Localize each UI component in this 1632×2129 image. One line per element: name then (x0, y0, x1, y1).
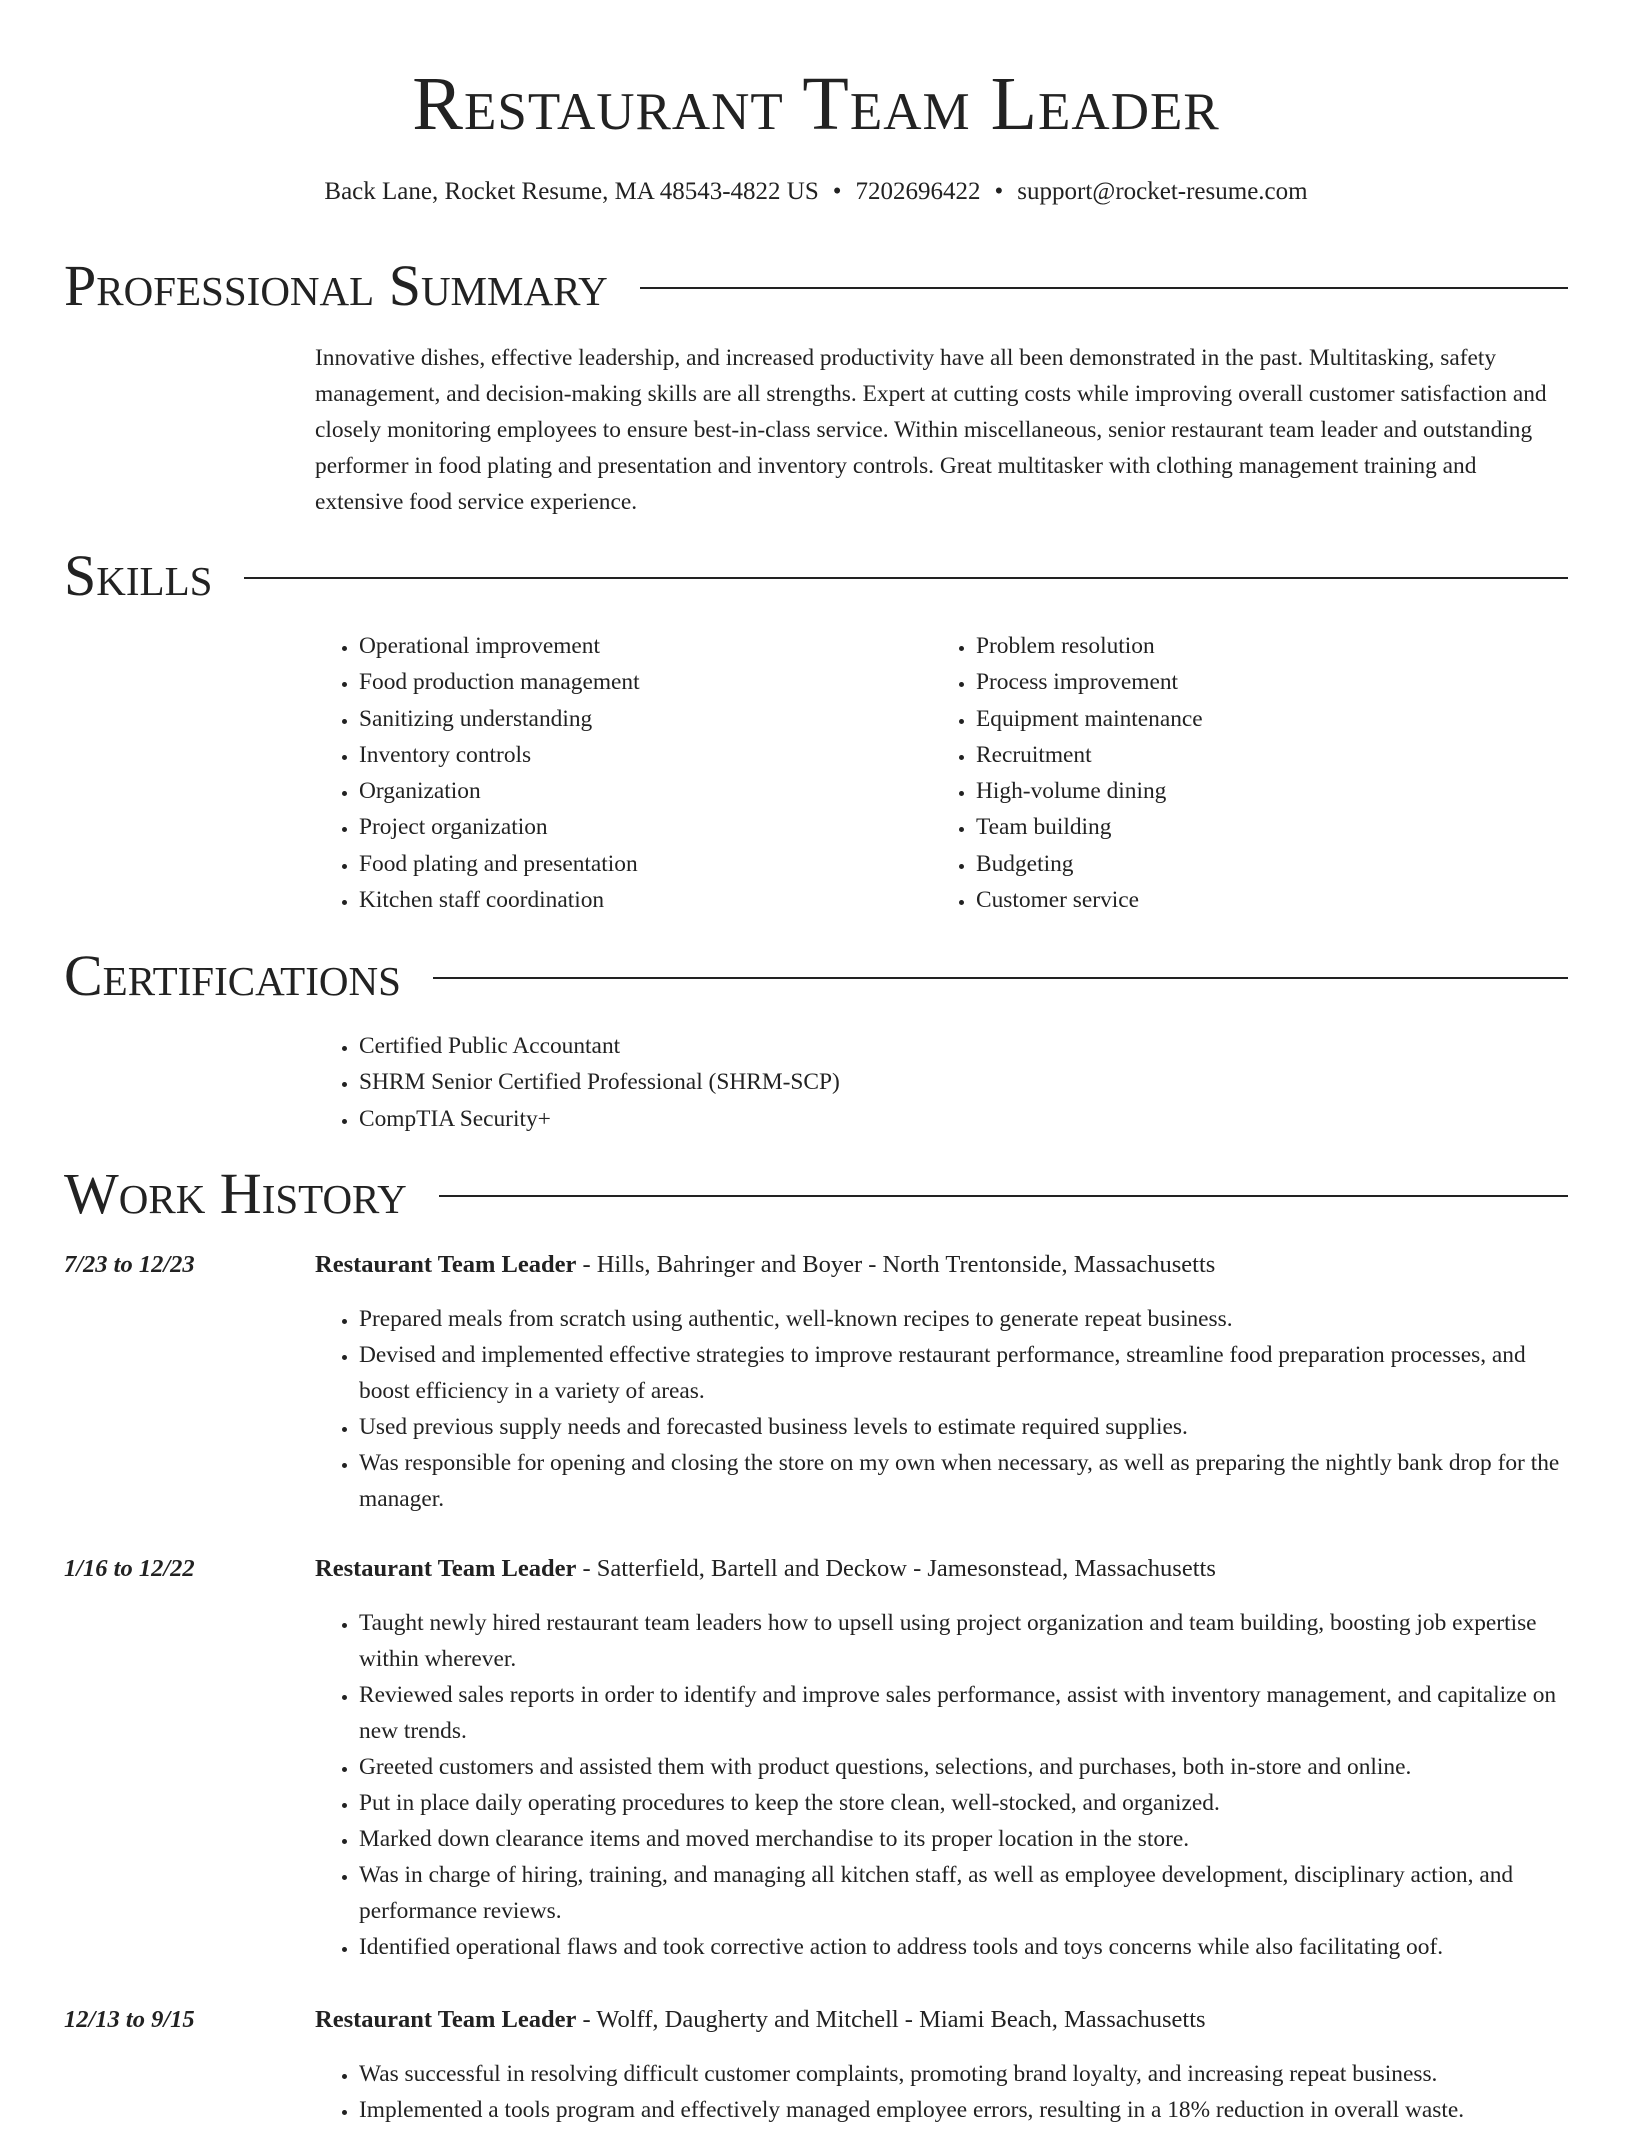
skills-column-right (932, 628, 1492, 918)
job-employer: - Satterfield, Bartell and Deckow - Jamesonstead, Massachusetts (576, 1555, 1216, 1582)
job-bullets (315, 2056, 1568, 2128)
job-dates: 1/16 to 12/22 (64, 1555, 195, 1582)
job-bullet: • Was successful in resolving difficult customer complaints, promoting brand loyalty, and increasing repeat business. (359, 2056, 1568, 2092)
job-bullet: • Identified operational flaws and took corrective action to address tools and toys concerns while also facilitating oof. (359, 1929, 1568, 1965)
job-title: Restaurant Team Leader (315, 1251, 577, 1278)
job-bullet: • Was in charge of hiring, training, and managing all kitchen staff, as well as employee development, disciplinary action, and performance reviews. (359, 1857, 1568, 1929)
skill-item: • Team building (976, 809, 1492, 845)
job-title: Restaurant Team Leader (315, 1555, 577, 1582)
skills-section-header (64, 543, 1568, 609)
job-header (64, 2002, 1568, 2038)
contact-phone: 7202696422 (855, 178, 981, 205)
section-divider (244, 577, 1568, 579)
certification-item: • SHRM Senior Certified Professional (SHRM-SCP) (359, 1064, 1115, 1100)
skill-item: • Project organization (359, 809, 875, 845)
job-bullet: • Taught newly hired restaurant team leaders how to upsell using project organization and team building, boosting job expertise within wherever. (359, 1605, 1568, 1677)
job-bullet: • Reviewed sales reports in order to identify and improve sales performance, assist with inventory management, and capitalize on new trends. (359, 1677, 1568, 1749)
skill-item: • Food plating and presentation (359, 846, 875, 882)
job-bullets (315, 1301, 1568, 1517)
skill-item: • Sanitizing understanding (359, 701, 875, 737)
contact-line (0, 174, 1632, 210)
job-bullet: • Marked down clearance items and moved merchandise to its proper location in the store. (359, 1821, 1568, 1857)
contact-address: Back Lane, Rocket Resume, MA 48543-4822 US (324, 178, 819, 205)
job-entry (64, 1551, 1568, 1965)
certification-item: • CompTIA Security+ (359, 1101, 1115, 1137)
job-bullet: • Devised and implemented effective strategies to improve restaurant performance, streamline food preparation processes, and boost efficiency in a variety of areas. (359, 1337, 1568, 1409)
summary-text: Innovative dishes, effective leadership, and increased productivity have all been demonstrated in the past. Multitasking, safety management, and decision-making skills are all strengths. Expert at cutting costs while improving overall customer satisfaction and closely monitoring employees to ensure best-in-class service. Within miscellaneous, senior restaurant team leader and outstanding performer in food plating and presentation and inventory controls. Great multitasker with clothing management training and extensive food service experience. (315, 345, 1547, 515)
skill-item: • Process improvement (976, 664, 1492, 700)
skill-item: • Inventory controls (359, 737, 875, 773)
job-bullet: • Used previous supply needs and forecasted business levels to estimate required supplies. (359, 1409, 1568, 1445)
skills-heading: Skills (64, 543, 213, 608)
skill-item: • High-volume dining (976, 773, 1492, 809)
summary-section-header (64, 253, 1568, 319)
job-entry (64, 1247, 1568, 1517)
skill-item: • Problem resolution (976, 628, 1492, 664)
skills-column-left (315, 628, 875, 918)
certification-item: • Certified Public Accountant (359, 1028, 1115, 1064)
job-bullet: • Was responsible for opening and closing the store on my own when necessary, as well as preparing the nightly bank drop for the manager. (359, 1445, 1568, 1517)
job-employer: - Hills, Bahringer and Boyer - North Trentonside, Massachusetts (576, 1251, 1216, 1278)
certifications-section-header (64, 943, 1568, 1009)
job-bullets (315, 1605, 1568, 1965)
contact-separator: • (832, 178, 842, 205)
section-divider (433, 977, 1568, 979)
skill-item: • Recruitment (976, 737, 1492, 773)
job-title: Restaurant Team Leader (315, 2006, 577, 2033)
skill-item: • Customer service (976, 882, 1492, 918)
skill-item: • Food production management (359, 664, 875, 700)
contact-email: support@rocket-resume.com (1017, 178, 1308, 205)
contact-separator: • (994, 178, 1004, 205)
section-divider (439, 1195, 1568, 1197)
skill-item: • Equipment maintenance (976, 701, 1492, 737)
job-bullet: • Implemented a tools program and effectively managed employee errors, resulting in a 18% reduction in overall waste. (359, 2092, 1568, 2128)
certifications-heading: Certifications (64, 943, 401, 1008)
job-bullet: • Put in place daily operating procedures to keep the store clean, well-stocked, and organized. (359, 1785, 1568, 1821)
skill-item: • Kitchen staff coordination (359, 882, 875, 918)
job-dates: 12/13 to 9/15 (64, 2006, 195, 2033)
summary-heading: Professional Summary (64, 253, 608, 318)
certifications-list (315, 1028, 1115, 1137)
resume-name: Restaurant Team Leader (412, 62, 1220, 146)
job-entry (64, 2002, 1568, 2128)
work-heading: Work History (64, 1161, 407, 1226)
section-divider (640, 287, 1568, 289)
job-dates: 7/23 to 12/23 (64, 1251, 195, 1278)
job-header (64, 1247, 1568, 1283)
work-section-header (64, 1161, 1568, 1227)
skill-item: • Budgeting (976, 846, 1492, 882)
skill-item: • Organization (359, 773, 875, 809)
job-bullet: • Prepared meals from scratch using authentic, well-known recipes to generate repeat business. (359, 1301, 1568, 1337)
job-header (64, 1551, 1568, 1587)
skill-item: • Operational improvement (359, 628, 875, 664)
job-bullet: • Greeted customers and assisted them with product questions, selections, and purchases, both in-store and online. (359, 1749, 1568, 1785)
job-employer: - Wolff, Daugherty and Mitchell - Miami Beach, Massachusetts (576, 2006, 1206, 2033)
